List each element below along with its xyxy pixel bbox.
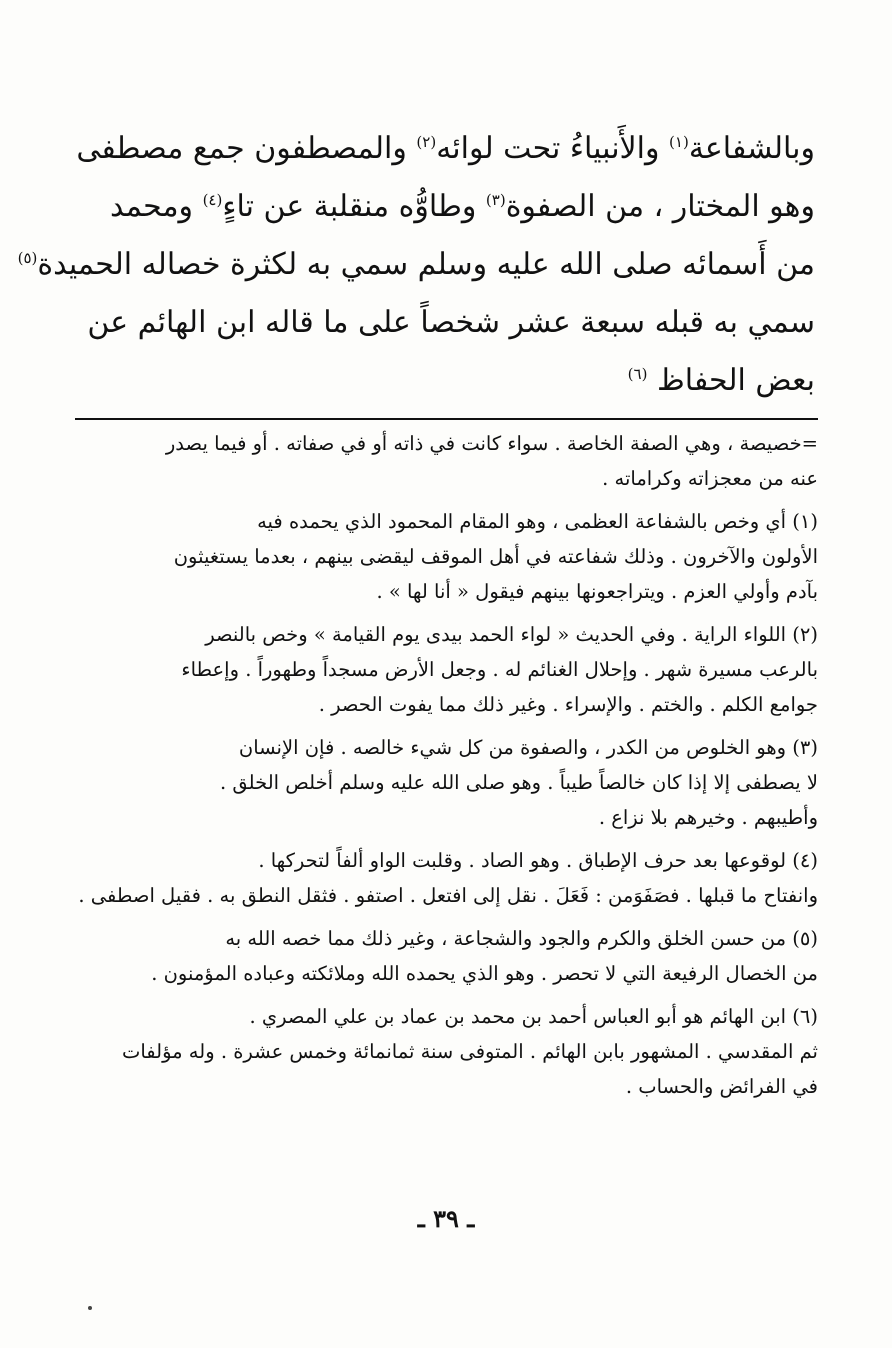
footnote-divider [75, 418, 818, 420]
footnote-line: ثم المقدسي . المشهور بابن الهائم . المتوفى سنة ثمانمائة وخمس عشرة . وله مؤلفات [121, 1040, 818, 1063]
footnote-line: بالرعب مسيرة شهر . وإحلال الغنائم له . وجعل الأرض مسجداً وطهوراً . وإعطاء [181, 658, 818, 681]
footnote-line: (٢) اللواء الراية . وفي الحديث « لواء الحمد بيدى يوم القيامة » وخص بالنصر [205, 623, 818, 646]
footnote-line: (١) أي وخص بالشفاعة العظمى ، وهو المقام المحمود الذي يحمده فيه [257, 510, 818, 533]
footnote-line: عنه من معجزاته وكراماته . [602, 467, 818, 490]
footnote-4 [78, 843, 818, 913]
footnote-3 [82, 730, 818, 835]
footnote-line: جوامع الكلم . والختم . والإسراء . وغير ذلك مما يفوت الحصر . [318, 693, 818, 716]
main-text-segment: والأَنبياءُ تحت لوائه [436, 131, 660, 166]
footnote-5 [82, 921, 818, 991]
footnote-line: الأولون والآخرون . وذلك شفاعته في أهل الموقف ليقضى بينهم ، بعدما يستغيثون [173, 545, 818, 568]
footnote-line: (٤) لوقوعها بعد حرف الإطباق . وهو الصاد . وقلبت الواو ألفاً لتحركها . [258, 849, 818, 872]
footnote-continuation [82, 426, 818, 496]
main-text-segment: وبالشفاعة [688, 131, 815, 166]
scan-speck [88, 1306, 92, 1310]
main-text-segment: سمي به قبله سبعة عشر شخصاً على ما قاله ابن الهائم عن [87, 305, 815, 340]
footnote-ref[interactable]: (٤) [202, 191, 223, 209]
footnote-line: وأطيبهم . وخيرهم بلا نزاع . [598, 806, 818, 829]
footnote-line: (٣) وهو الخلوص من الكدر ، والصفوة من كل شيء خالصه . فإن الإنسان [238, 736, 818, 759]
footnotes [78, 426, 818, 1112]
main-text-segment: وطاوُّه منقلبة عن تاءٍ [222, 189, 477, 224]
main-text-segment: بعض الحفاظ [656, 363, 815, 398]
main-text-segment: ومحمد [110, 189, 194, 224]
footnote-line: في الفرائض والحساب . [625, 1075, 818, 1098]
footnote-6 [82, 999, 818, 1104]
main-line [75, 178, 815, 236]
footnote-ref[interactable]: (٥) [17, 249, 38, 267]
main-text-segment: والمصطفون جمع مصطفى [76, 131, 407, 166]
footnote-ref[interactable]: (١) [669, 133, 689, 151]
main-line [75, 294, 815, 352]
main-text [17, 120, 815, 410]
footnote-line: لا يصطفى إلا إذا كان خالصاً طيباً . وهو صلى الله عليه وسلم أخلص الخلق . [220, 771, 818, 794]
footnote-line: (٥) من حسن الخلق والكرم والجود والشجاعة ، وغير ذلك مما خصه الله به [225, 927, 818, 950]
footnote-line: بآدم وأولي العزم . ويتراجعونها بينهم فيقول « أنا لها » . [376, 580, 818, 603]
footnote-ref[interactable]: (٦) [627, 365, 648, 383]
footnote-line: وانفتاح ما قبلها . فصَفَوَمن : فَعَلَ . نقل إلى افتعل . اصتفو . فثقل النطق به . فقيل اصطفى . [78, 884, 818, 907]
footnote-line: =خصيصة ، وهي الصفة الخاصة . سواء كانت في ذاته أو في صفاته . أو فيما يصدر [165, 432, 818, 455]
footnote-ref[interactable]: (٢) [416, 133, 437, 151]
footnote-ref[interactable]: (٣) [485, 191, 506, 209]
main-line [75, 352, 815, 410]
main-line [17, 236, 815, 294]
main-line [75, 120, 815, 178]
footnote-line: من الخصال الرفيعة التي لا تحصر . وهو الذي يحمده الله وملائكته وعباده المؤمنون . [151, 962, 818, 985]
footnote-2 [82, 617, 818, 722]
footnote-1 [82, 504, 818, 609]
page-number: ـ ٣٩ ـ [417, 1204, 475, 1233]
footnote-line: (٦) ابن الهائم هو أبو العباس أحمد بن محمد بن عماد بن علي المصري . [249, 1005, 818, 1028]
main-text-segment: وهو المختار ، من الصفوة [505, 189, 815, 224]
main-text-segment: من أَسمائه صلى الله عليه وسلم سمي به لكثرة خصاله الحميدة [37, 247, 815, 282]
